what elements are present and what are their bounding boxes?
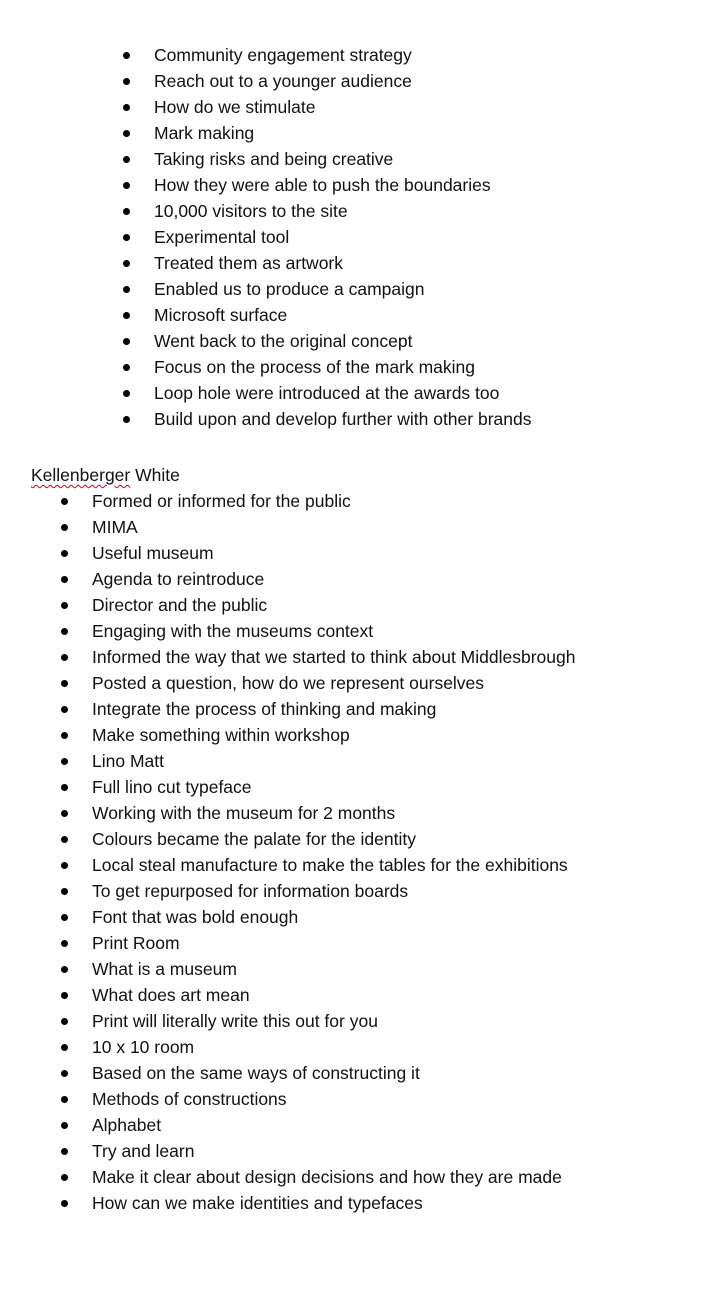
list-item: 10,000 visitors to the site	[154, 198, 531, 224]
list-item: Print will literally write this out for you	[92, 1008, 575, 1034]
list-item: Reach out to a younger audience	[154, 68, 531, 94]
list-item: Went back to the original concept	[154, 328, 531, 354]
list-item: Local steal manufacture to make the tables for the exhibitions	[92, 852, 575, 878]
list-item: Build upon and develop further with other brands	[154, 406, 531, 432]
list-item: 10 x 10 room	[92, 1034, 575, 1060]
list-item: Community engagement strategy	[154, 42, 531, 68]
list-item: Posted a question, how do we represent ourselves	[92, 670, 575, 696]
list-item: Focus on the process of the mark making	[154, 354, 531, 380]
list-item: MIMA	[92, 514, 575, 540]
list-item: Useful museum	[92, 540, 575, 566]
list-item: How do we stimulate	[154, 94, 531, 120]
list-item: Experimental tool	[154, 224, 531, 250]
section-heading	[31, 462, 180, 488]
list-item: Loop hole were introduced at the awards too	[154, 380, 531, 406]
list-item: Methods of constructions	[92, 1086, 575, 1112]
notes-list-1	[154, 42, 531, 432]
notes-list-2	[92, 488, 575, 1216]
list-item: Integrate the process of thinking and making	[92, 696, 575, 722]
list-item: Print Room	[92, 930, 575, 956]
list-item: Director and the public	[92, 592, 575, 618]
list-item: How can we make identities and typefaces	[92, 1190, 575, 1216]
spellcheck-flagged-word: Kellenberger	[31, 465, 131, 485]
list-item: Make it clear about design decisions and how they are made	[92, 1164, 575, 1190]
list-item: Full lino cut typeface	[92, 774, 575, 800]
list-item: Based on the same ways of constructing it	[92, 1060, 575, 1086]
list-item: Colours became the palate for the identity	[92, 826, 575, 852]
list-item: Try and learn	[92, 1138, 575, 1164]
list-item: To get repurposed for information boards	[92, 878, 575, 904]
list-item: Make something within workshop	[92, 722, 575, 748]
list-item: Enabled us to produce a campaign	[154, 276, 531, 302]
list-item: What is a museum	[92, 956, 575, 982]
heading-text: White	[130, 465, 180, 485]
list-item: How they were able to push the boundaries	[154, 172, 531, 198]
list-item: Mark making	[154, 120, 531, 146]
list-item: Engaging with the museums context	[92, 618, 575, 644]
list-item: Treated them as artwork	[154, 250, 531, 276]
list-item: Microsoft surface	[154, 302, 531, 328]
list-item: Informed the way that we started to think about Middlesbrough	[92, 644, 575, 670]
list-item: Taking risks and being creative	[154, 146, 531, 172]
list-item: Font that was bold enough	[92, 904, 575, 930]
list-item: Formed or informed for the public	[92, 488, 575, 514]
list-item: Working with the museum for 2 months	[92, 800, 575, 826]
list-item: Alphabet	[92, 1112, 575, 1138]
list-item: What does art mean	[92, 982, 575, 1008]
list-item: Agenda to reintroduce	[92, 566, 575, 592]
list-item: Lino Matt	[92, 748, 575, 774]
